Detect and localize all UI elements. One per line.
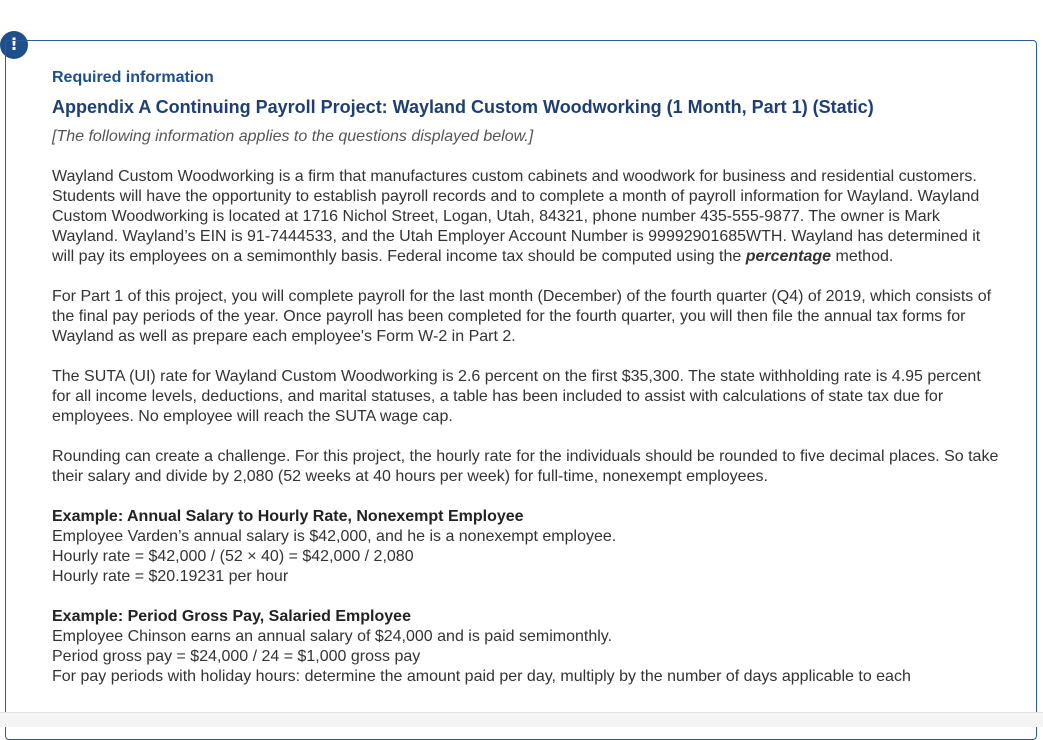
example-line: Employee Varden’s annual salary is $42,000, and he is a nonexempt employee. xyxy=(52,528,617,545)
example-line: Hourly rate = $42,000 / (52 × 40) = $42,000 / 2,080 xyxy=(52,548,414,565)
alert-icon: ! xyxy=(0,31,28,59)
paragraph-rounding: Rounding can create a challenge. For this project, the hourly rate for the individuals should be rounded to five decimal places. So take their salary and divide by 2,080 (52 weeks at 40 hours per week) for full-time, nonexempt employees. xyxy=(52,448,999,485)
paragraph-text-end: method. xyxy=(831,248,894,265)
content-area xyxy=(52,68,1002,687)
example-line: Employee Chinson earns an annual salary of $24,000 and is paid semimonthly. xyxy=(52,628,613,645)
example-heading: Example: Annual Salary to Hourly Rate, Nonexempt Employee xyxy=(52,508,524,525)
example-heading: Example: Period Gross Pay, Salaried Employee xyxy=(52,608,411,625)
example-line: Hourly rate = $20.19231 per hour xyxy=(52,568,289,585)
paragraph-suta: The SUTA (UI) rate for Wayland Custom Woodworking is 2.6 percent on the first $35,300. The state withholding rate is 4.95 percent for all income levels, deductions, and marital statuses, a table has been included to assist with calculations of state tax due for employees. No employee will reach the SUTA wage cap. xyxy=(52,368,981,425)
required-information-label: Required information xyxy=(52,69,214,86)
paragraph-company-intro xyxy=(52,167,1002,267)
emphasis-percentage: percentage xyxy=(745,248,832,265)
applies-note: [The following information applies to the questions displayed below.] xyxy=(52,128,534,145)
bottom-scroll-edge xyxy=(0,712,1043,727)
section-title: Appendix A Continuing Payroll Project: Wayland Custom Woodworking (1 Month, Part 1) (Static) xyxy=(52,97,874,117)
example-period-gross-pay xyxy=(52,607,1002,687)
example-hourly-rate xyxy=(52,507,1002,587)
paragraph-text: Wayland Custom Woodworking is a firm that manufactures custom cabinets and woodwork for business and residential customers. Students will have the opportunity to establish payroll records and to complete a month of payroll information for Wayland. Wayland Custom Woodworking is located at 1716 Nichol Street, Logan, Utah, 84321, phone number 435-555-9877. The owner is Mark Wayland. Wayland’s EIN is 91-7444533, and the Utah Employer Account Number is 99992901685WTH. Wayland has determined it will pay its employees on a semimonthly basis. Federal income tax should be computed using the xyxy=(52,168,981,265)
paragraph-part1: For Part 1 of this project, you will complete payroll for the last month (December) of the fourth quarter (Q4) of 2019, which consists of the final pay periods of the year. Once payroll has been completed for the fourth quarter, you will then file the annual tax forms for Wayland as well as prepare each employee's Form W-2 in Part 2. xyxy=(52,288,992,345)
example-line: For pay periods with holiday hours: determine the amount paid per day, multiply by the number of days applicable to each xyxy=(52,668,911,685)
example-line: Period gross pay = $24,000 / 24 = $1,000 gross pay xyxy=(52,648,421,665)
